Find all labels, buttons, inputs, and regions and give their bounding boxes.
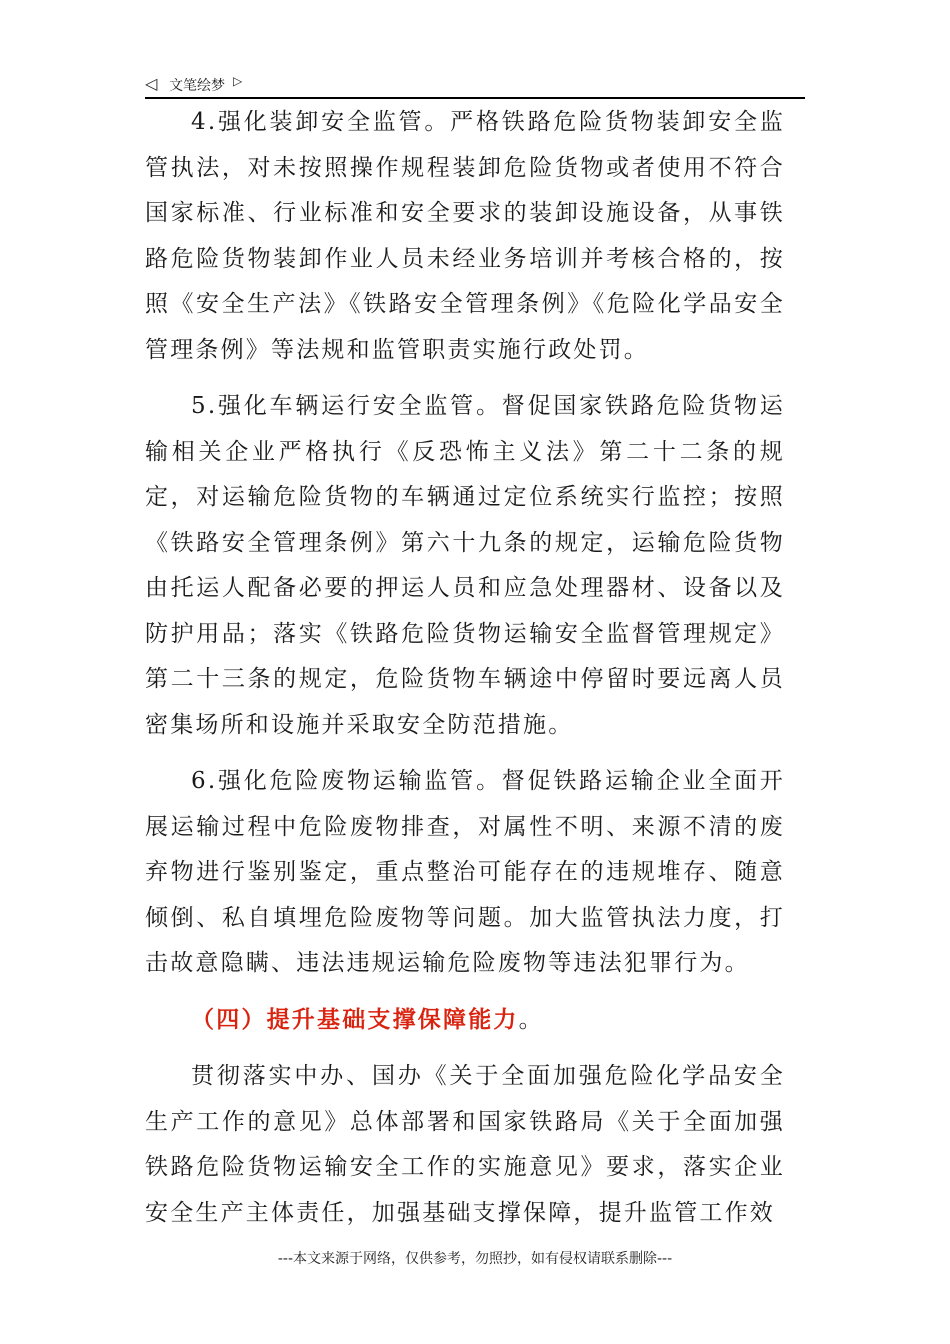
section-heading-punct: 。 [518, 1006, 544, 1033]
paragraph-item-5: 5.强化车辆运行安全监管。督促国家铁路危险货物运输相关企业严格执行《反恐怖主义法》第二十二条的规定，对运输危险货物的车辆通过定位系统实行监控；按照《铁路安全管理条例》第六十九条的规定，运输危险货物由托运人配备必要的押运人员和应急处理器材、设备以及防护用品；落实《铁路危险货物运输安全监督管理规定》第二十三条的规定，危险货物车辆途中停留时要远离人员密集场所和设施并采取安全防范措施。 [145, 393, 785, 738]
paragraph-final: 贯彻落实中办、国办《关于全面加强危险化学品安全生产工作的意见》总体部署和国家铁路局《关于全面加强铁路危险货物运输安全工作的实施意见》要求，落实企业安全生产主体责任，加强基础支撑保障，提升监管工作效 [145, 1063, 785, 1226]
right-triangle-icon: ▷ [233, 74, 243, 88]
section-heading-text: （四）提升基础支撑保障能力 [191, 1006, 519, 1033]
header-divider [145, 97, 805, 99]
brand-name: 文笔绘梦 [169, 78, 225, 94]
section-heading [145, 998, 785, 1044]
paragraph-item-6: 6.强化危险废物运输监管。督促铁路运输企业全面开展运输过程中危险废物排查，对属性不明、来源不清的废弃物进行鉴别鉴定，重点整治可能存在的违规堆存、随意倾倒、私自填埋危险废物等问题。加大监管执法力度，打击故意隐瞒、违法违规运输危险废物等违法犯罪行为。 [145, 768, 785, 976]
page-header [145, 73, 805, 97]
page-footer-disclaimer: ---本文来源于网络，仅供参考，勿照抄，如有侵权请联系删除--- [277, 1251, 673, 1267]
paragraph-item-4: 4.强化装卸安全监管。严格铁路危险货物装卸安全监管执法，对未按照操作规程装卸危险货物或者使用不符合国家标准、行业标准和安全要求的装卸设施设备，从事铁路危险货物装卸作业人员未经业务培训并考核合格的，按照《安全生产法》《铁路安全管理条例》《危险化学品安全管理条例》等法规和监管职责实施行政处罚。 [145, 109, 785, 363]
left-triangle-icon: ◁ [145, 74, 158, 93]
document-body [145, 100, 785, 1236]
